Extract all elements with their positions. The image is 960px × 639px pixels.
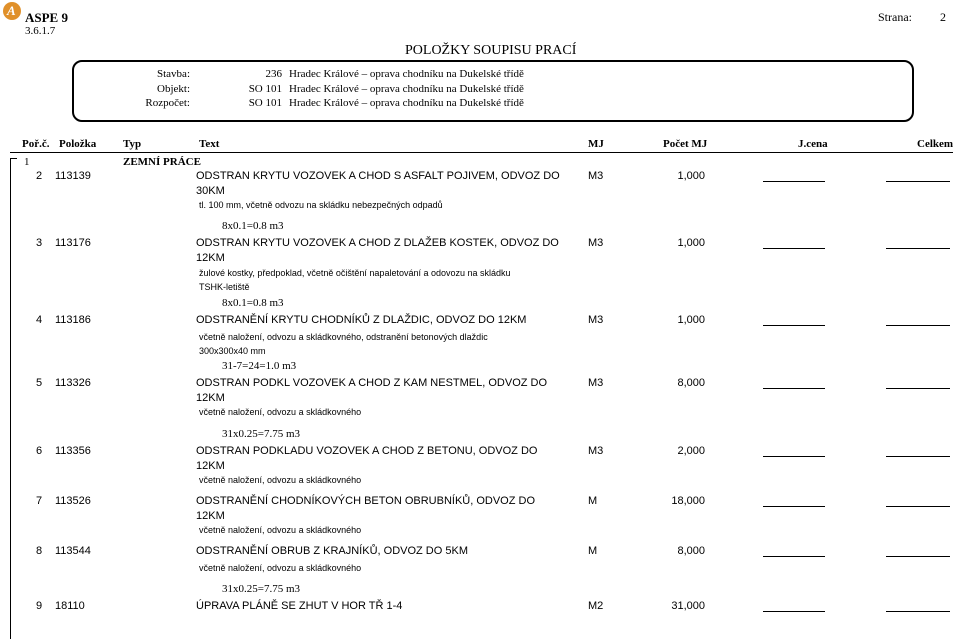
item-text: ODSTRAN KRYTU VOZOVEK A CHOD S ASFALT POJIVEM, ODVOZ DO <box>196 170 560 182</box>
item-code: 113139 <box>55 170 91 182</box>
item-note-cont: TSHK-letiště <box>199 282 250 292</box>
col-header-por: Poř.č. <box>22 138 50 150</box>
item-note: včetně naložení, odvozu a skládkovného <box>199 525 362 535</box>
item-quantity: 1,000 <box>677 237 705 249</box>
rozpocet-code: SO 101 <box>248 97 282 109</box>
item-number: 4 <box>36 314 43 326</box>
aspe-logo-icon: A <box>3 2 21 20</box>
app-name: ASPE 9 <box>25 10 68 25</box>
item-note: včetně naložení, odvozu a skládkovného <box>199 407 362 417</box>
item-quantity: 1,000 <box>677 170 705 182</box>
page-number: 2 <box>940 10 946 24</box>
item-text-cont: 12KM <box>196 252 225 264</box>
app-version: 3.6.1.7 <box>25 25 56 37</box>
col-header-polozka: Položka <box>59 138 97 150</box>
item-unit: M3 <box>588 237 604 249</box>
section-bracket <box>10 158 17 639</box>
item-note: včetně naložení, odvozu a skládkovného <box>199 475 362 485</box>
item-note: včetně naložení, odvozu a skládkovného, odstranění betonových dlaždic <box>199 332 488 342</box>
item-code: 113526 <box>55 495 91 507</box>
unit-price-blank <box>763 506 825 507</box>
total-blank <box>886 248 950 249</box>
rozpocet-name: Hradec Králové – oprava chodníku na Dukelské třídě <box>289 97 524 109</box>
col-header-mj: MJ <box>588 138 604 150</box>
item-quantity: 8,000 <box>677 377 705 389</box>
item-unit: M3 <box>588 170 604 182</box>
stavba-name: Hradec Králové – oprava chodníku na Dukelské třídě <box>289 68 524 80</box>
item-text-cont: 30KM <box>196 185 225 197</box>
item-code: 113544 <box>55 545 91 557</box>
total-blank <box>886 388 950 389</box>
item-note: včetně naložení, odvozu a skládkovného <box>199 563 362 573</box>
unit-price-blank <box>763 388 825 389</box>
item-text: ODSTRANĚNÍ CHODNÍKOVÝCH BETON OBRUBNÍKŮ, ODVOZ DO <box>196 495 536 507</box>
item-quantity: 2,000 <box>677 445 705 457</box>
item-text-cont: 12KM <box>196 460 225 472</box>
item-code: 113356 <box>55 445 91 457</box>
item-number: 3 <box>36 237 43 249</box>
rozpocet-label: Rozpočet: <box>145 97 190 109</box>
col-header-jcena: J.cena <box>798 138 828 150</box>
item-code: 113326 <box>55 377 91 389</box>
col-header-celkem: Celkem <box>917 138 954 150</box>
item-number: 6 <box>36 445 43 457</box>
item-text: ODSTRANĚNÍ KRYTU CHODNÍKŮ Z DLAŽDIC, ODVOZ DO 12KM <box>196 314 527 326</box>
item-note-cont: 300x300x40 mm <box>199 346 266 356</box>
item-calculation: 31-7=24=1.0 m3 <box>222 360 297 372</box>
item-code: 18110 <box>55 600 85 612</box>
item-text: ÚPRAVA PLÁNĚ SE ZHUT V HOR TŘ 1-4 <box>196 600 403 612</box>
total-blank <box>886 611 950 612</box>
unit-price-blank <box>763 248 825 249</box>
item-text: ODSTRANĚNÍ OBRUB Z KRAJNÍKŮ, ODVOZ DO 5KM <box>196 545 468 557</box>
col-header-typ: Typ <box>123 138 142 150</box>
item-unit: M3 <box>588 314 604 326</box>
item-calculation: 31x0.25=7.75 m3 <box>222 428 301 440</box>
unit-price-blank <box>763 556 825 557</box>
item-code: 113176 <box>55 237 91 249</box>
item-unit: M <box>588 545 598 557</box>
item-code: 113186 <box>55 314 91 326</box>
item-quantity: 18,000 <box>671 495 705 507</box>
item-quantity: 8,000 <box>677 545 705 557</box>
item-unit: M3 <box>588 445 604 457</box>
section-title: ZEMNÍ PRÁCE <box>123 156 201 168</box>
item-note: tl. 100 mm, včetně odvozu na skládku nebezpečných odpadů <box>199 200 443 210</box>
unit-price-blank <box>763 181 825 182</box>
item-note: žulové kostky, předpoklad, včetně očištění napaletování a odovozu na skládku <box>199 268 511 278</box>
section-number: 1 <box>24 156 30 168</box>
header-divider <box>10 152 953 153</box>
item-unit: M3 <box>588 377 604 389</box>
item-number: 9 <box>36 600 43 612</box>
item-text-cont: 12KM <box>196 392 225 404</box>
item-text-cont: 12KM <box>196 510 225 522</box>
unit-price-blank <box>763 325 825 326</box>
unit-price-blank <box>763 456 825 457</box>
item-text: ODSTRAN PODKLADU VOZOVEK A CHOD Z BETONU, ODVOZ DO <box>196 445 538 457</box>
objekt-label: Objekt: <box>157 83 190 95</box>
item-text: ODSTRAN KRYTU VOZOVEK A CHOD Z DLAŽEB KOSTEK, ODVOZ DO <box>196 237 559 249</box>
total-blank <box>886 181 950 182</box>
item-calculation: 8x0.1=0.8 m3 <box>222 220 284 232</box>
total-blank <box>886 456 950 457</box>
total-blank <box>886 556 950 557</box>
objekt-name: Hradec Králové – oprava chodníku na Dukelské třídě <box>289 83 524 95</box>
col-header-text: Text <box>199 138 220 150</box>
item-number: 7 <box>36 495 43 507</box>
item-calculation: 8x0.1=0.8 m3 <box>222 297 284 309</box>
page-title: POLOŽKY SOUPISU PRACÍ <box>405 43 577 58</box>
page-label: Strana: <box>878 10 912 24</box>
total-blank <box>886 325 950 326</box>
item-unit: M <box>588 495 598 507</box>
item-quantity: 31,000 <box>671 600 705 612</box>
col-header-pocet: Počet MJ <box>663 138 708 150</box>
stavba-label: Stavba: <box>157 68 190 80</box>
unit-price-blank <box>763 611 825 612</box>
objekt-code: SO 101 <box>248 83 282 95</box>
item-number: 2 <box>36 170 43 182</box>
item-number: 5 <box>36 377 43 389</box>
item-unit: M2 <box>588 600 604 612</box>
item-text: ODSTRAN PODKL VOZOVEK A CHOD Z KAM NESTMEL, ODVOZ DO <box>196 377 548 389</box>
item-number: 8 <box>36 545 43 557</box>
item-calculation: 31x0.25=7.75 m3 <box>222 583 301 595</box>
item-quantity: 1,000 <box>677 314 705 326</box>
stavba-code: 236 <box>265 68 282 80</box>
total-blank <box>886 506 950 507</box>
